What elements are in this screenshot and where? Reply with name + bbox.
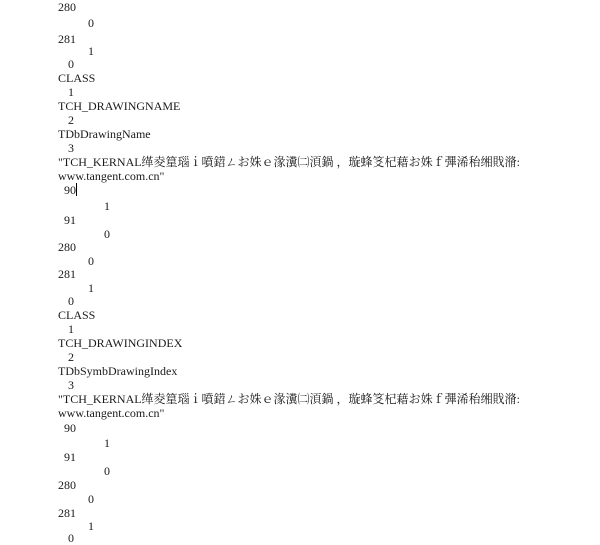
line-35: 280 <box>58 478 76 492</box>
line-13: www.tangent.com.cn" <box>58 169 165 183</box>
line-14: 90 <box>64 183 76 197</box>
line-3: 281 <box>58 32 76 46</box>
line-32: 1 <box>104 436 110 450</box>
line-25: TCH_DRAWINGINDEX <box>58 336 183 350</box>
line-5: 0 <box>68 57 74 71</box>
line-9: 2 <box>68 113 74 127</box>
line-24: 1 <box>68 322 74 336</box>
text-cursor <box>76 183 77 196</box>
line-1: 280 <box>58 0 76 14</box>
line-33: 91 <box>64 450 76 464</box>
line-20: 281 <box>58 267 76 281</box>
line-21: 1 <box>88 281 94 295</box>
line-4: 1 <box>88 44 94 58</box>
line-28: 3 <box>68 378 74 392</box>
line-18: 280 <box>58 240 76 254</box>
line-8: TCH_DRAWINGNAME <box>58 99 181 113</box>
line-39: 0 <box>68 531 74 545</box>
line-27: TDbSymbDrawingIndex <box>58 364 178 378</box>
line-15: 1 <box>104 199 110 213</box>
line-38: 1 <box>88 519 94 533</box>
line-22: 0 <box>68 294 74 308</box>
line-12: "TCH_KERNAL缂夌篂瑙ｉ噴鍣ㄥお姝ｅ湪瀵㈡湏鍋 ，璇蜂笅杞藉お姝ｆ彃浠秮缃戝潃: <box>58 155 520 169</box>
line-16: 91 <box>64 213 76 227</box>
line-31: 90 <box>64 421 76 435</box>
line-10: TDbDrawingName <box>58 127 151 141</box>
line-7: 1 <box>68 85 74 99</box>
line-23: CLASS <box>58 308 96 322</box>
line-26: 2 <box>68 350 74 364</box>
line-19: 0 <box>88 254 94 268</box>
line-36: 0 <box>88 492 94 506</box>
line-30: www.tangent.com.cn" <box>58 406 165 420</box>
line-2: 0 <box>88 16 94 30</box>
line-29: "TCH_KERNAL缂夌篂瑙ｉ噴鍣ㄥお姝ｅ湪瀵㈡湏鍋 ，璇蜂笅杞藉お姝ｆ彃浠秮缃戝潃: <box>58 392 520 406</box>
line-34: 0 <box>104 464 110 478</box>
line-37: 281 <box>58 506 76 520</box>
line-11: 3 <box>68 141 74 155</box>
line-6: CLASS <box>58 71 96 85</box>
line-17: 0 <box>104 227 110 241</box>
